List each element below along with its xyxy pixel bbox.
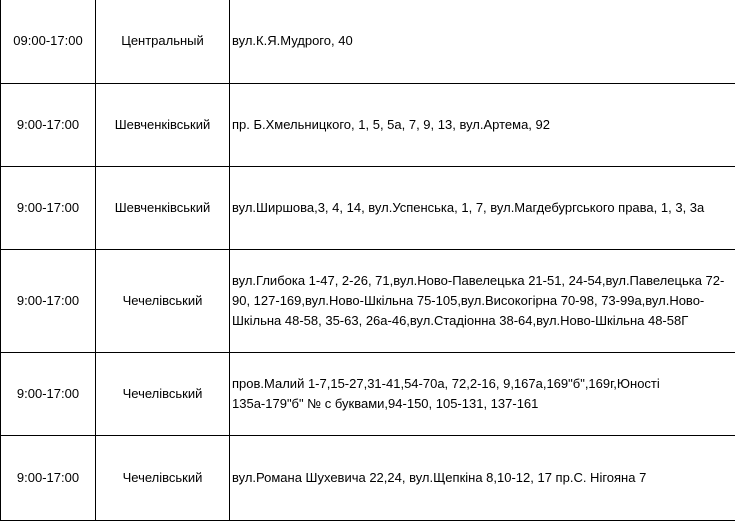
time-cell: 9:00-17:00 — [1, 353, 96, 436]
address-cell: пров.Малий 1-7,15-27,31-41,54-70а, 72,2-16, 9,167а,169"б",169г,Юності 135а-179"б" № с буквами,94-150, 105-131, 137-161 — [230, 353, 735, 436]
time-cell: 9:00-17:00 — [1, 84, 96, 167]
table-row — [1, 436, 735, 521]
time-cell: 9:00-17:00 — [1, 436, 96, 521]
time-cell: 09:00-17:00 — [1, 0, 96, 84]
table-row — [1, 84, 735, 167]
table-row — [1, 250, 735, 353]
table-row — [1, 167, 735, 250]
district-cell: Чечелівський — [96, 353, 230, 436]
address-cell: вул.Ширшова,3, 4, 14, вул.Успенська, 1, 7, вул.Магдебургського права, 1, 3, 3а — [230, 167, 735, 250]
table-row — [1, 353, 735, 436]
time-cell: 9:00-17:00 — [1, 167, 96, 250]
address-cell: пр. Б.Хмельницкого, 1, 5, 5а, 7, 9, 13, вул.Артема, 92 — [230, 84, 735, 167]
table-row — [1, 0, 735, 84]
district-cell: Шевченківський — [96, 84, 230, 167]
district-cell: Чечелівський — [96, 436, 230, 521]
district-cell: Центральный — [96, 0, 230, 84]
address-cell: вул.Глибока 1-47, 2-26, 71,вул.Ново-Павелецька 21-51, 24-54,вул.Павелецька 72-90, 127-169,вул.Ново-Шкільна 75-105,вул.Високогірна 70-98, 73-99а,вул.Ново-Шкільна 48-58, 35-63, 26а-46,вул.Стадіонна 38-64,вул.Ново-Шкільна 48-58Г — [230, 250, 735, 353]
district-cell: Шевченківський — [96, 167, 230, 250]
address-cell: вул.Романа Шухевича 22,24, вул.Щепкіна 8,10-12, 17 пр.С. Нігояна 7 — [230, 436, 735, 521]
address-cell: вул.К.Я.Мудрого, 40 — [230, 0, 735, 84]
time-cell: 9:00-17:00 — [1, 250, 96, 353]
district-cell: Чечелівський — [96, 250, 230, 353]
